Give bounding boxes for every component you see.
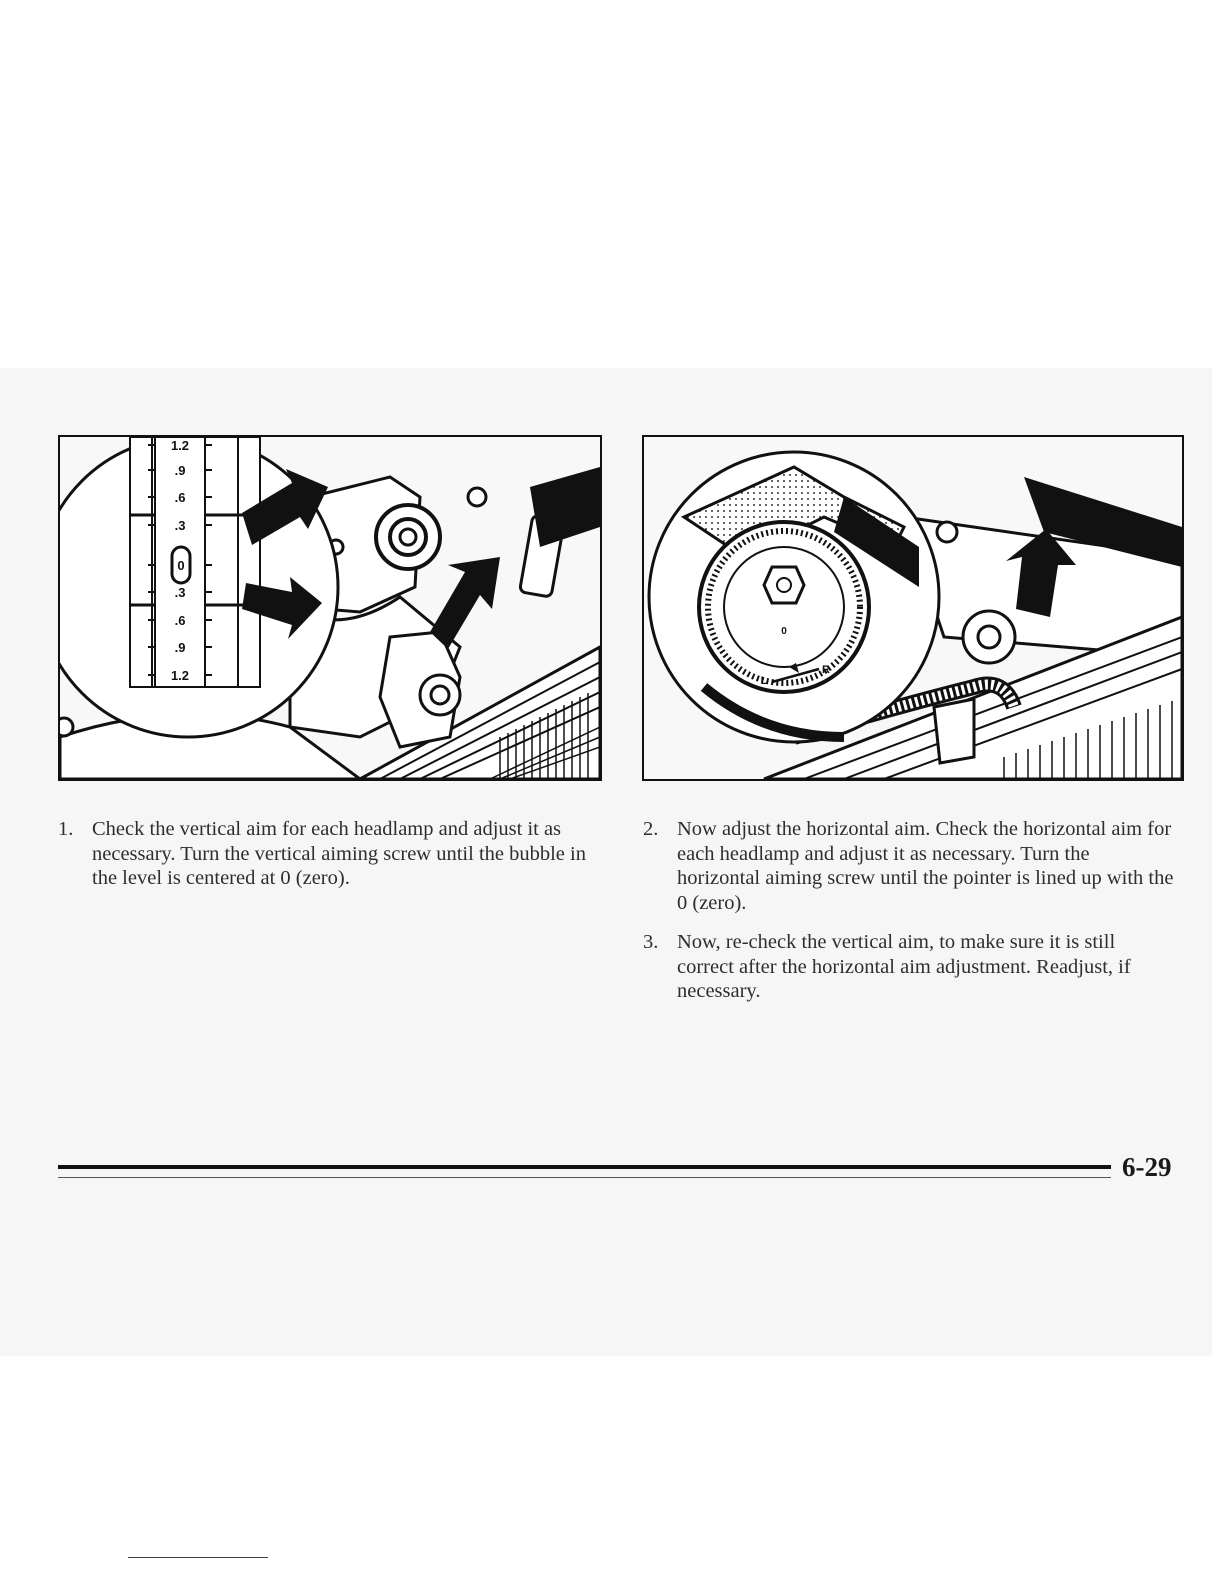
vertical-aim-illustration bbox=[58, 435, 602, 781]
dial-zero-label: 0 bbox=[781, 626, 787, 637]
footer-rule bbox=[58, 1165, 1111, 1169]
step-3-number: 3. bbox=[643, 931, 659, 953]
scale-label-2: .9 bbox=[174, 463, 186, 478]
step-3-text: Now, re-check the vertical aim, to make sure it is still correct after the horizontal aim adjustment. Readjust, if necessary. bbox=[677, 931, 1131, 1002]
horizontal-aim-illustration bbox=[642, 435, 1184, 781]
step-1-text: Check the vertical aim for each headlamp and adjust it as necessary. Turn the vertical aiming screw until the bubble in the level is centered at 0 (zero). bbox=[92, 818, 586, 889]
scale-label-1: 1.2 bbox=[170, 438, 190, 453]
scale-label-7: .6 bbox=[174, 613, 186, 628]
dial-left-label: L bbox=[760, 675, 768, 687]
footer-rule-thin bbox=[58, 1177, 1111, 1178]
page-number: 6-29 bbox=[1122, 1152, 1172, 1182]
bottom-divider bbox=[128, 1557, 268, 1558]
scale-label-4: .3 bbox=[174, 518, 186, 533]
scale-label-zero: 0 bbox=[177, 558, 185, 573]
vertical-aim-drawing bbox=[60, 437, 600, 779]
scale-label-9: 1.2 bbox=[170, 668, 190, 683]
step-1-number: 1. bbox=[58, 818, 74, 840]
horizontal-aim-drawing bbox=[644, 437, 1182, 779]
scale-label-8: .9 bbox=[174, 640, 186, 655]
scale-label-6: .3 bbox=[174, 585, 186, 600]
scale-label-3: .6 bbox=[174, 490, 186, 505]
step-2-text: Now adjust the horizontal aim. Check the horizontal aim for each headlamp and adjust it as necessary. Turn the horizontal aiming screw until the pointer is lined up with the 0 (zero). bbox=[677, 818, 1174, 914]
dial-right-label: R bbox=[822, 664, 830, 676]
step-2-number: 2. bbox=[643, 818, 659, 840]
